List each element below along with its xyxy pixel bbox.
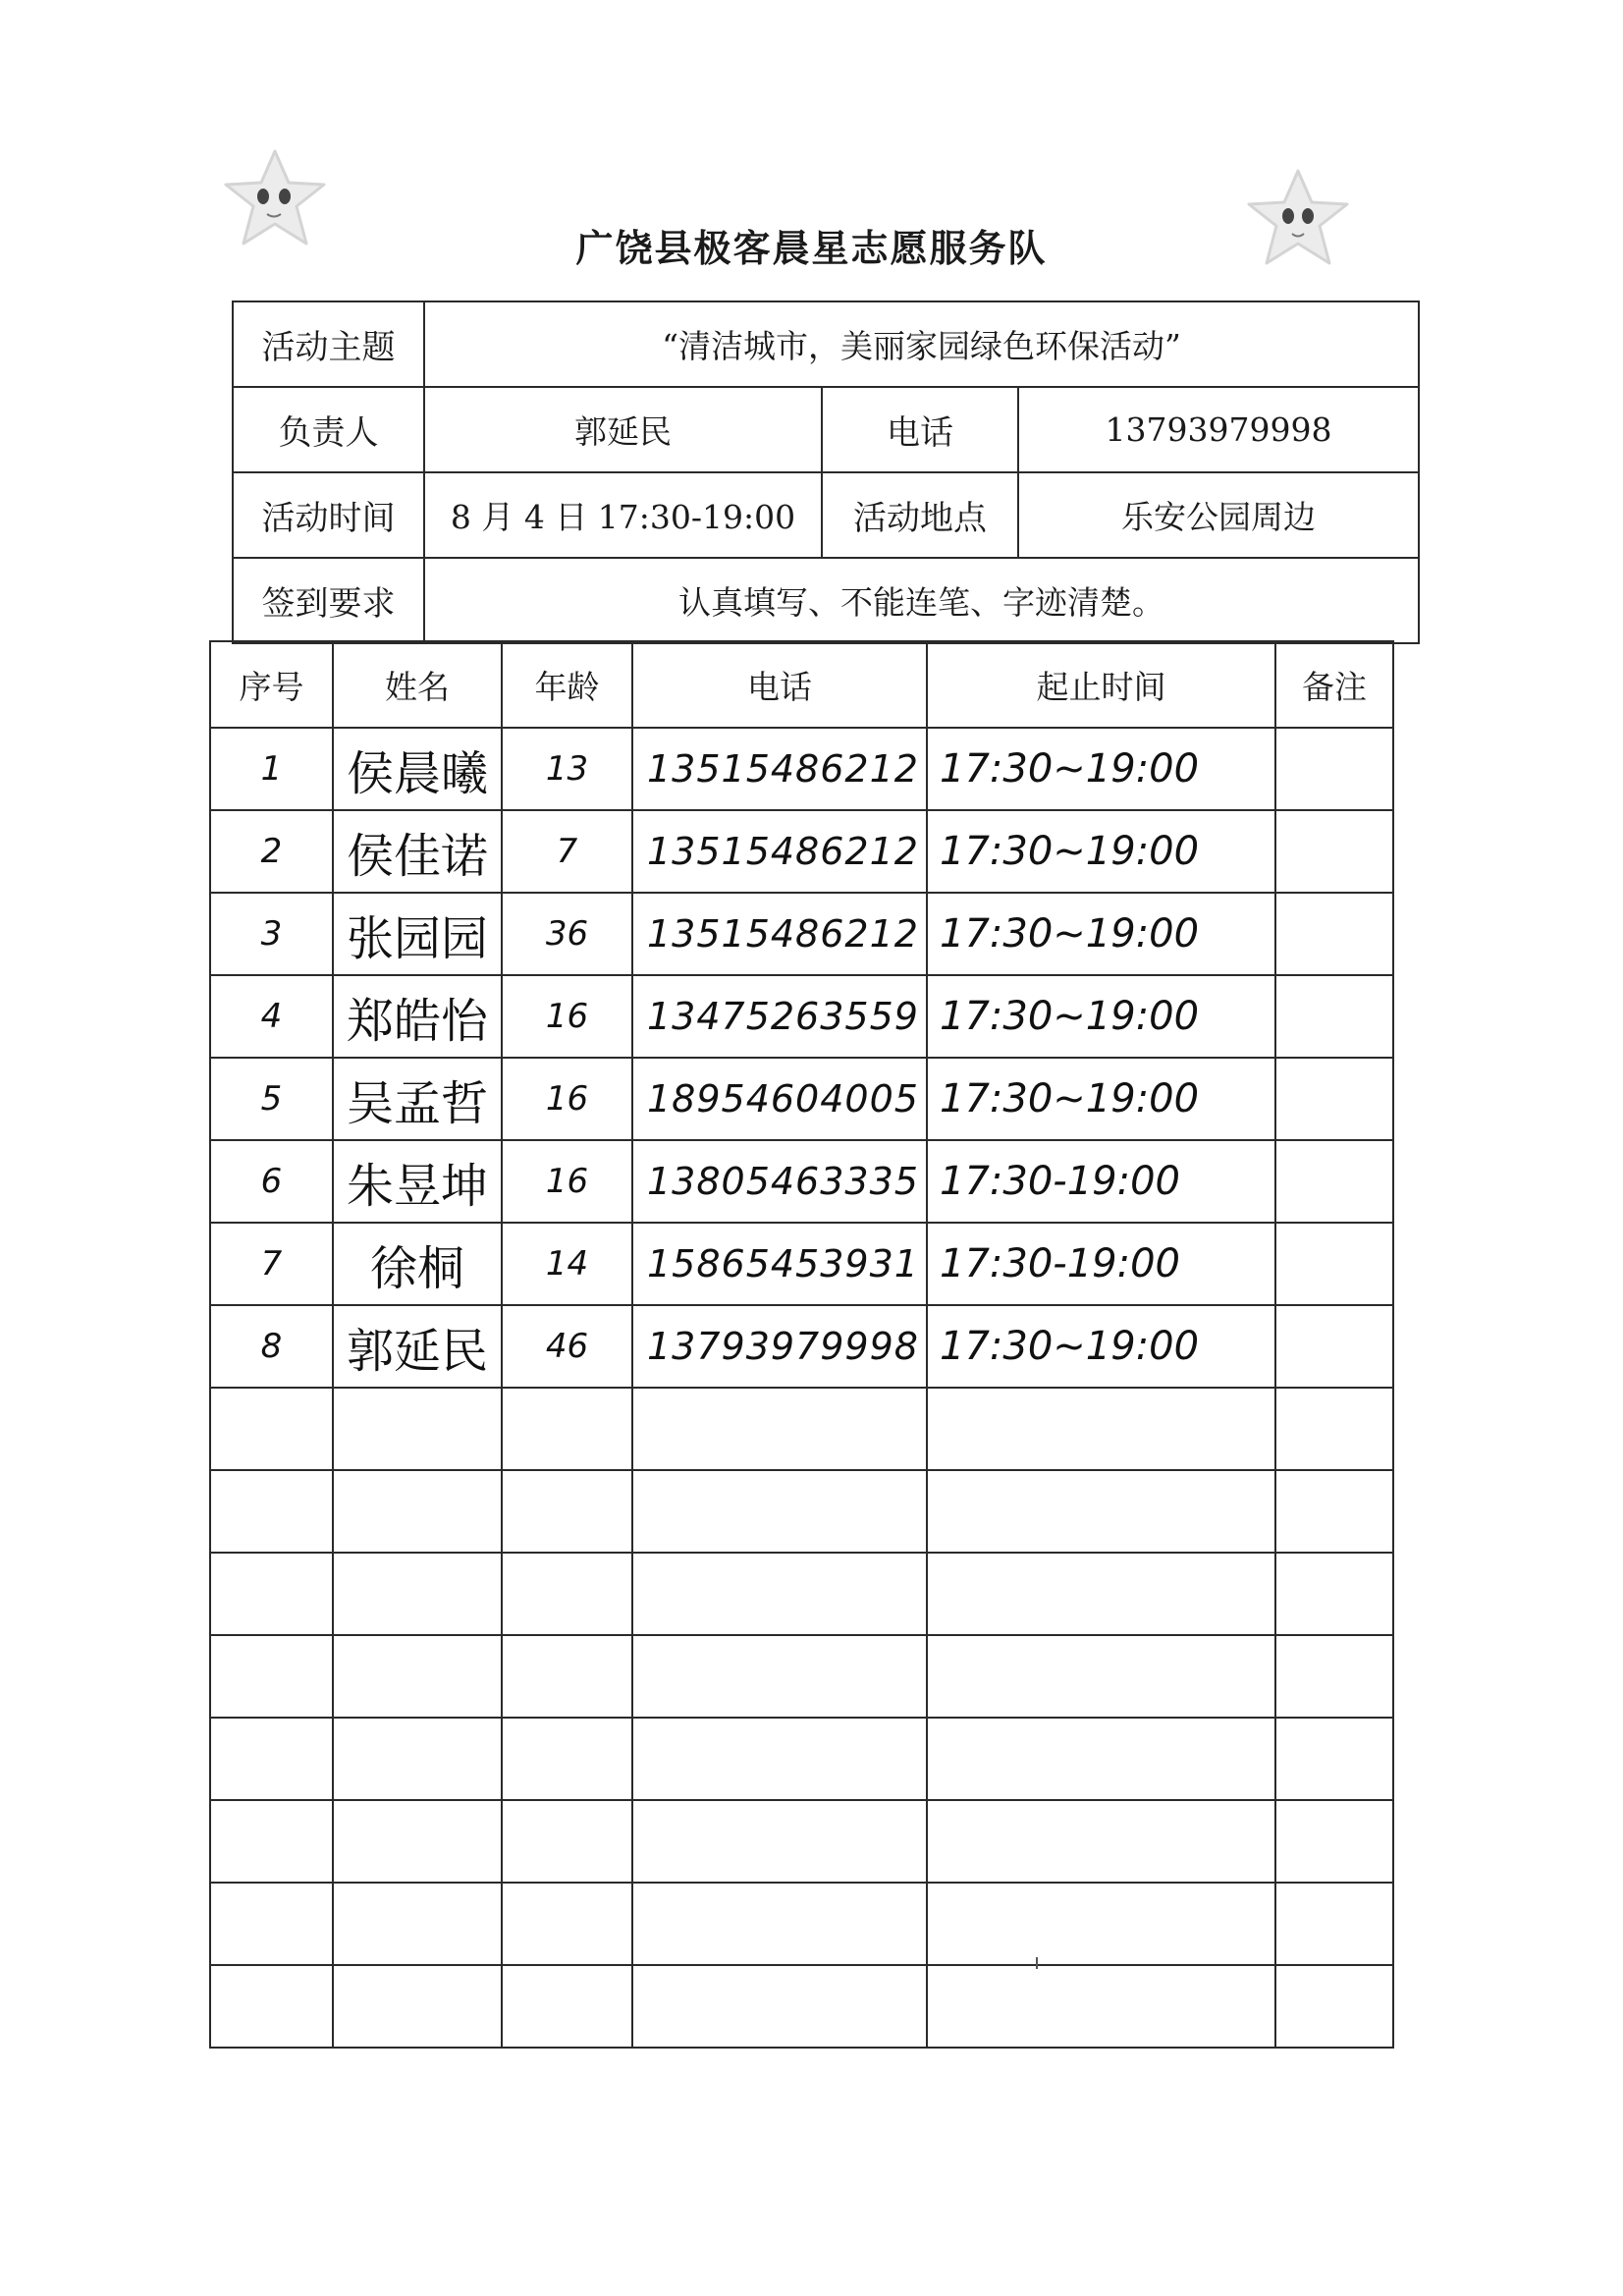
leader-phone-value: 13793979998 bbox=[1018, 387, 1419, 472]
empty-row bbox=[210, 1553, 1393, 1635]
row-time: 17:30-19:00 bbox=[927, 1140, 1275, 1223]
row-remark bbox=[1275, 1305, 1393, 1388]
row-age: 16 bbox=[502, 975, 632, 1058]
row-remark bbox=[1275, 893, 1393, 975]
empty-row bbox=[210, 1965, 1393, 2048]
row-time: 17:30-19:00 bbox=[927, 1223, 1275, 1305]
row-seq: 2 bbox=[210, 810, 333, 893]
stray-mark bbox=[1036, 1957, 1038, 1969]
sheet-header-row bbox=[210, 641, 1393, 728]
table-row bbox=[210, 893, 1393, 975]
leader-row bbox=[233, 387, 1419, 472]
row-name: 吴孟哲 bbox=[333, 1058, 502, 1140]
row-time: 17:30~19:00 bbox=[927, 1305, 1275, 1388]
time-label: 活动时间 bbox=[233, 472, 424, 558]
row-remark bbox=[1275, 1140, 1393, 1223]
signin-sheet-table bbox=[209, 640, 1394, 2049]
row-seq: 6 bbox=[210, 1140, 333, 1223]
table-row bbox=[210, 728, 1393, 810]
table-row bbox=[210, 1305, 1393, 1388]
row-seq: 8 bbox=[210, 1305, 333, 1388]
table-row bbox=[210, 810, 1393, 893]
empty-row bbox=[210, 1718, 1393, 1800]
place-label: 活动地点 bbox=[822, 472, 1018, 558]
row-name: 徐桐 bbox=[333, 1223, 502, 1305]
table-row bbox=[210, 1223, 1393, 1305]
row-remark bbox=[1275, 728, 1393, 810]
empty-row bbox=[210, 1800, 1393, 1883]
table-row bbox=[210, 975, 1393, 1058]
time-place-row bbox=[233, 472, 1419, 558]
row-name: 侯佳诺 bbox=[333, 810, 502, 893]
row-phone: 13805463335 bbox=[632, 1140, 927, 1223]
row-phone: 18954604005 bbox=[632, 1058, 927, 1140]
row-phone: 13475263559 bbox=[632, 975, 927, 1058]
row-remark bbox=[1275, 810, 1393, 893]
row-seq: 5 bbox=[210, 1058, 333, 1140]
row-phone: 15865453931 bbox=[632, 1223, 927, 1305]
signin-row bbox=[233, 558, 1419, 643]
row-remark bbox=[1275, 1058, 1393, 1140]
empty-row bbox=[210, 1635, 1393, 1718]
row-time: 17:30~19:00 bbox=[927, 728, 1275, 810]
row-time: 17:30~19:00 bbox=[927, 893, 1275, 975]
theme-value: “清洁城市，美丽家园绿色环保活动” bbox=[424, 301, 1419, 387]
leader-value: 郭延民 bbox=[424, 387, 822, 472]
row-phone: 13515486212 bbox=[632, 810, 927, 893]
leader-label: 负责人 bbox=[233, 387, 424, 472]
row-seq: 3 bbox=[210, 893, 333, 975]
row-age: 14 bbox=[502, 1223, 632, 1305]
row-age: 13 bbox=[502, 728, 632, 810]
header-seq: 序号 bbox=[210, 641, 333, 728]
activity-info-table bbox=[232, 301, 1420, 644]
header-name: 姓名 bbox=[333, 641, 502, 728]
row-name: 侯晨曦 bbox=[333, 728, 502, 810]
row-name: 张园园 bbox=[333, 893, 502, 975]
row-name: 郭延民 bbox=[333, 1305, 502, 1388]
row-time: 17:30~19:00 bbox=[927, 810, 1275, 893]
header-age: 年龄 bbox=[502, 641, 632, 728]
table-row bbox=[210, 1058, 1393, 1140]
row-seq: 7 bbox=[210, 1223, 333, 1305]
leader-phone-label: 电话 bbox=[822, 387, 1018, 472]
row-age: 16 bbox=[502, 1058, 632, 1140]
row-remark bbox=[1275, 1223, 1393, 1305]
signin-label: 签到要求 bbox=[233, 558, 424, 643]
row-seq: 1 bbox=[210, 728, 333, 810]
row-phone: 13793979998 bbox=[632, 1305, 927, 1388]
time-value: 8 月 4 日 17:30-19:00 bbox=[424, 472, 822, 558]
place-value: 乐安公园周边 bbox=[1018, 472, 1419, 558]
empty-row bbox=[210, 1388, 1393, 1470]
page-title: 广饶县极客晨星志愿服务队 bbox=[575, 227, 1048, 270]
row-seq: 4 bbox=[210, 975, 333, 1058]
row-age: 46 bbox=[502, 1305, 632, 1388]
header-time: 起止时间 bbox=[927, 641, 1275, 728]
row-time: 17:30~19:00 bbox=[927, 975, 1275, 1058]
row-phone: 13515486212 bbox=[632, 893, 927, 975]
row-name: 朱昱坤 bbox=[333, 1140, 502, 1223]
row-age: 36 bbox=[502, 893, 632, 975]
header-phone: 电话 bbox=[632, 641, 927, 728]
theme-row bbox=[233, 301, 1419, 387]
theme-label: 活动主题 bbox=[233, 301, 424, 387]
row-remark bbox=[1275, 975, 1393, 1058]
header-remark: 备注 bbox=[1275, 641, 1393, 728]
signin-value: 认真填写、不能连笔、字迹清楚。 bbox=[424, 558, 1419, 643]
row-age: 16 bbox=[502, 1140, 632, 1223]
empty-row bbox=[210, 1470, 1393, 1553]
row-time: 17:30~19:00 bbox=[927, 1058, 1275, 1140]
row-age: 7 bbox=[502, 810, 632, 893]
table-row bbox=[210, 1140, 1393, 1223]
row-name: 郑皓怡 bbox=[333, 975, 502, 1058]
row-phone: 13515486212 bbox=[632, 728, 927, 810]
empty-row bbox=[210, 1883, 1393, 1965]
